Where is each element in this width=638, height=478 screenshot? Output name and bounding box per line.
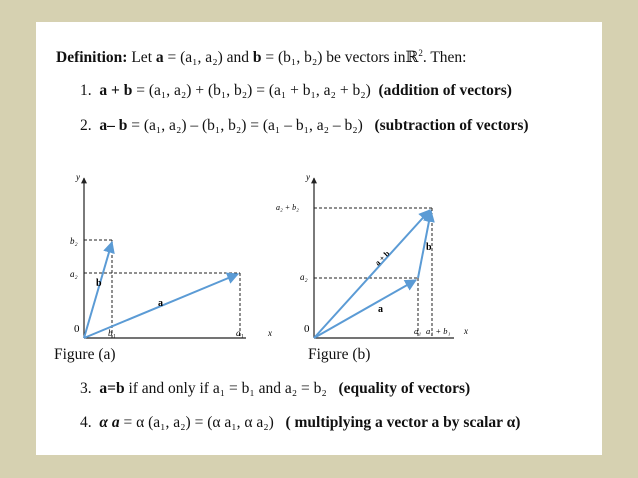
a2-label: a₂ (70, 269, 78, 279)
vector-a (314, 280, 416, 338)
item-subtraction (80, 117, 529, 135)
item-expression: α a (99, 414, 120, 431)
figure-a-diagram (50, 170, 280, 345)
a1b1-label: a₁ + b₁ (426, 326, 451, 336)
figure-a-caption: Figure (a) (54, 346, 116, 363)
item-expression: a=b (99, 380, 125, 397)
a2b2-label: a₂ + b₂ (276, 203, 299, 212)
slide (36, 22, 602, 455)
y-axis-label: y (76, 172, 80, 182)
item-formula: = (a₁, a₂) + (b₁, b₂) = (a₁ + b₁, a₂ + b₂) (136, 82, 371, 99)
vector-sum (314, 210, 430, 338)
y-axis-label: y (306, 172, 310, 182)
item-note: (addition of vectors) (378, 82, 512, 99)
item-number: 3. (80, 380, 92, 397)
definition-lead: Let (131, 49, 152, 67)
a1-label: a₁ (414, 326, 422, 336)
vector-a-label: a (158, 298, 163, 309)
item-formula: = (a₁, a₂) – (b₁, b₂) = (a₁ – b₁, a₂ – b₂) (131, 117, 363, 134)
item-formula: if and only if a₁ = b₁ and a₂ = b₂ (128, 380, 327, 397)
item-note: ( multiplying a vector a by scalar α) (285, 414, 521, 431)
item-number: 2. (80, 117, 92, 134)
figure-b-caption: Figure (b) (308, 346, 371, 363)
item-formula: = α (a₁, a₂) = (α a₁, α a₂) (123, 414, 274, 431)
vector-sum-label: a + b (373, 249, 392, 268)
origin-label: 0 (304, 323, 310, 335)
vector-b-definition: = (b₁, b₂) be vectors in (265, 49, 406, 67)
item-scalar (80, 414, 520, 432)
item-expression: a– b (99, 117, 128, 134)
vector-a-label: a (378, 304, 383, 315)
b2-label: b₂ (70, 236, 78, 246)
item-number: 4. (80, 414, 92, 431)
item-number: 1. (80, 82, 92, 99)
item-note: (subtraction of vectors) (374, 117, 529, 134)
vector-a-definition: = (a₁, a₂) and (167, 49, 250, 67)
vector-b-label: b (96, 278, 102, 289)
origin-label: 0 (74, 323, 80, 335)
b1-label: b₁ (108, 328, 116, 338)
item-equality (80, 380, 470, 398)
a1-label: a₁ (236, 328, 244, 338)
space-exponent: 2 (418, 48, 423, 58)
definition-tail: . Then: (422, 49, 467, 67)
item-note: (equality of vectors) (338, 380, 471, 397)
x-axis-label: x (268, 328, 272, 338)
vector-b (84, 242, 112, 338)
vector-b-label: b (426, 242, 432, 253)
definition-line (56, 48, 466, 67)
a2-label: a₂ (300, 272, 308, 282)
real-space-symbol: ℝ (405, 48, 419, 67)
vector-b-symbol: b (252, 49, 262, 67)
vector-a-symbol: a (155, 49, 164, 67)
item-expression: a + b (99, 82, 133, 99)
x-axis-label: x (464, 326, 468, 336)
definition-label: Definition: (56, 49, 128, 67)
figure-b-diagram (254, 170, 484, 345)
item-addition (80, 82, 512, 100)
